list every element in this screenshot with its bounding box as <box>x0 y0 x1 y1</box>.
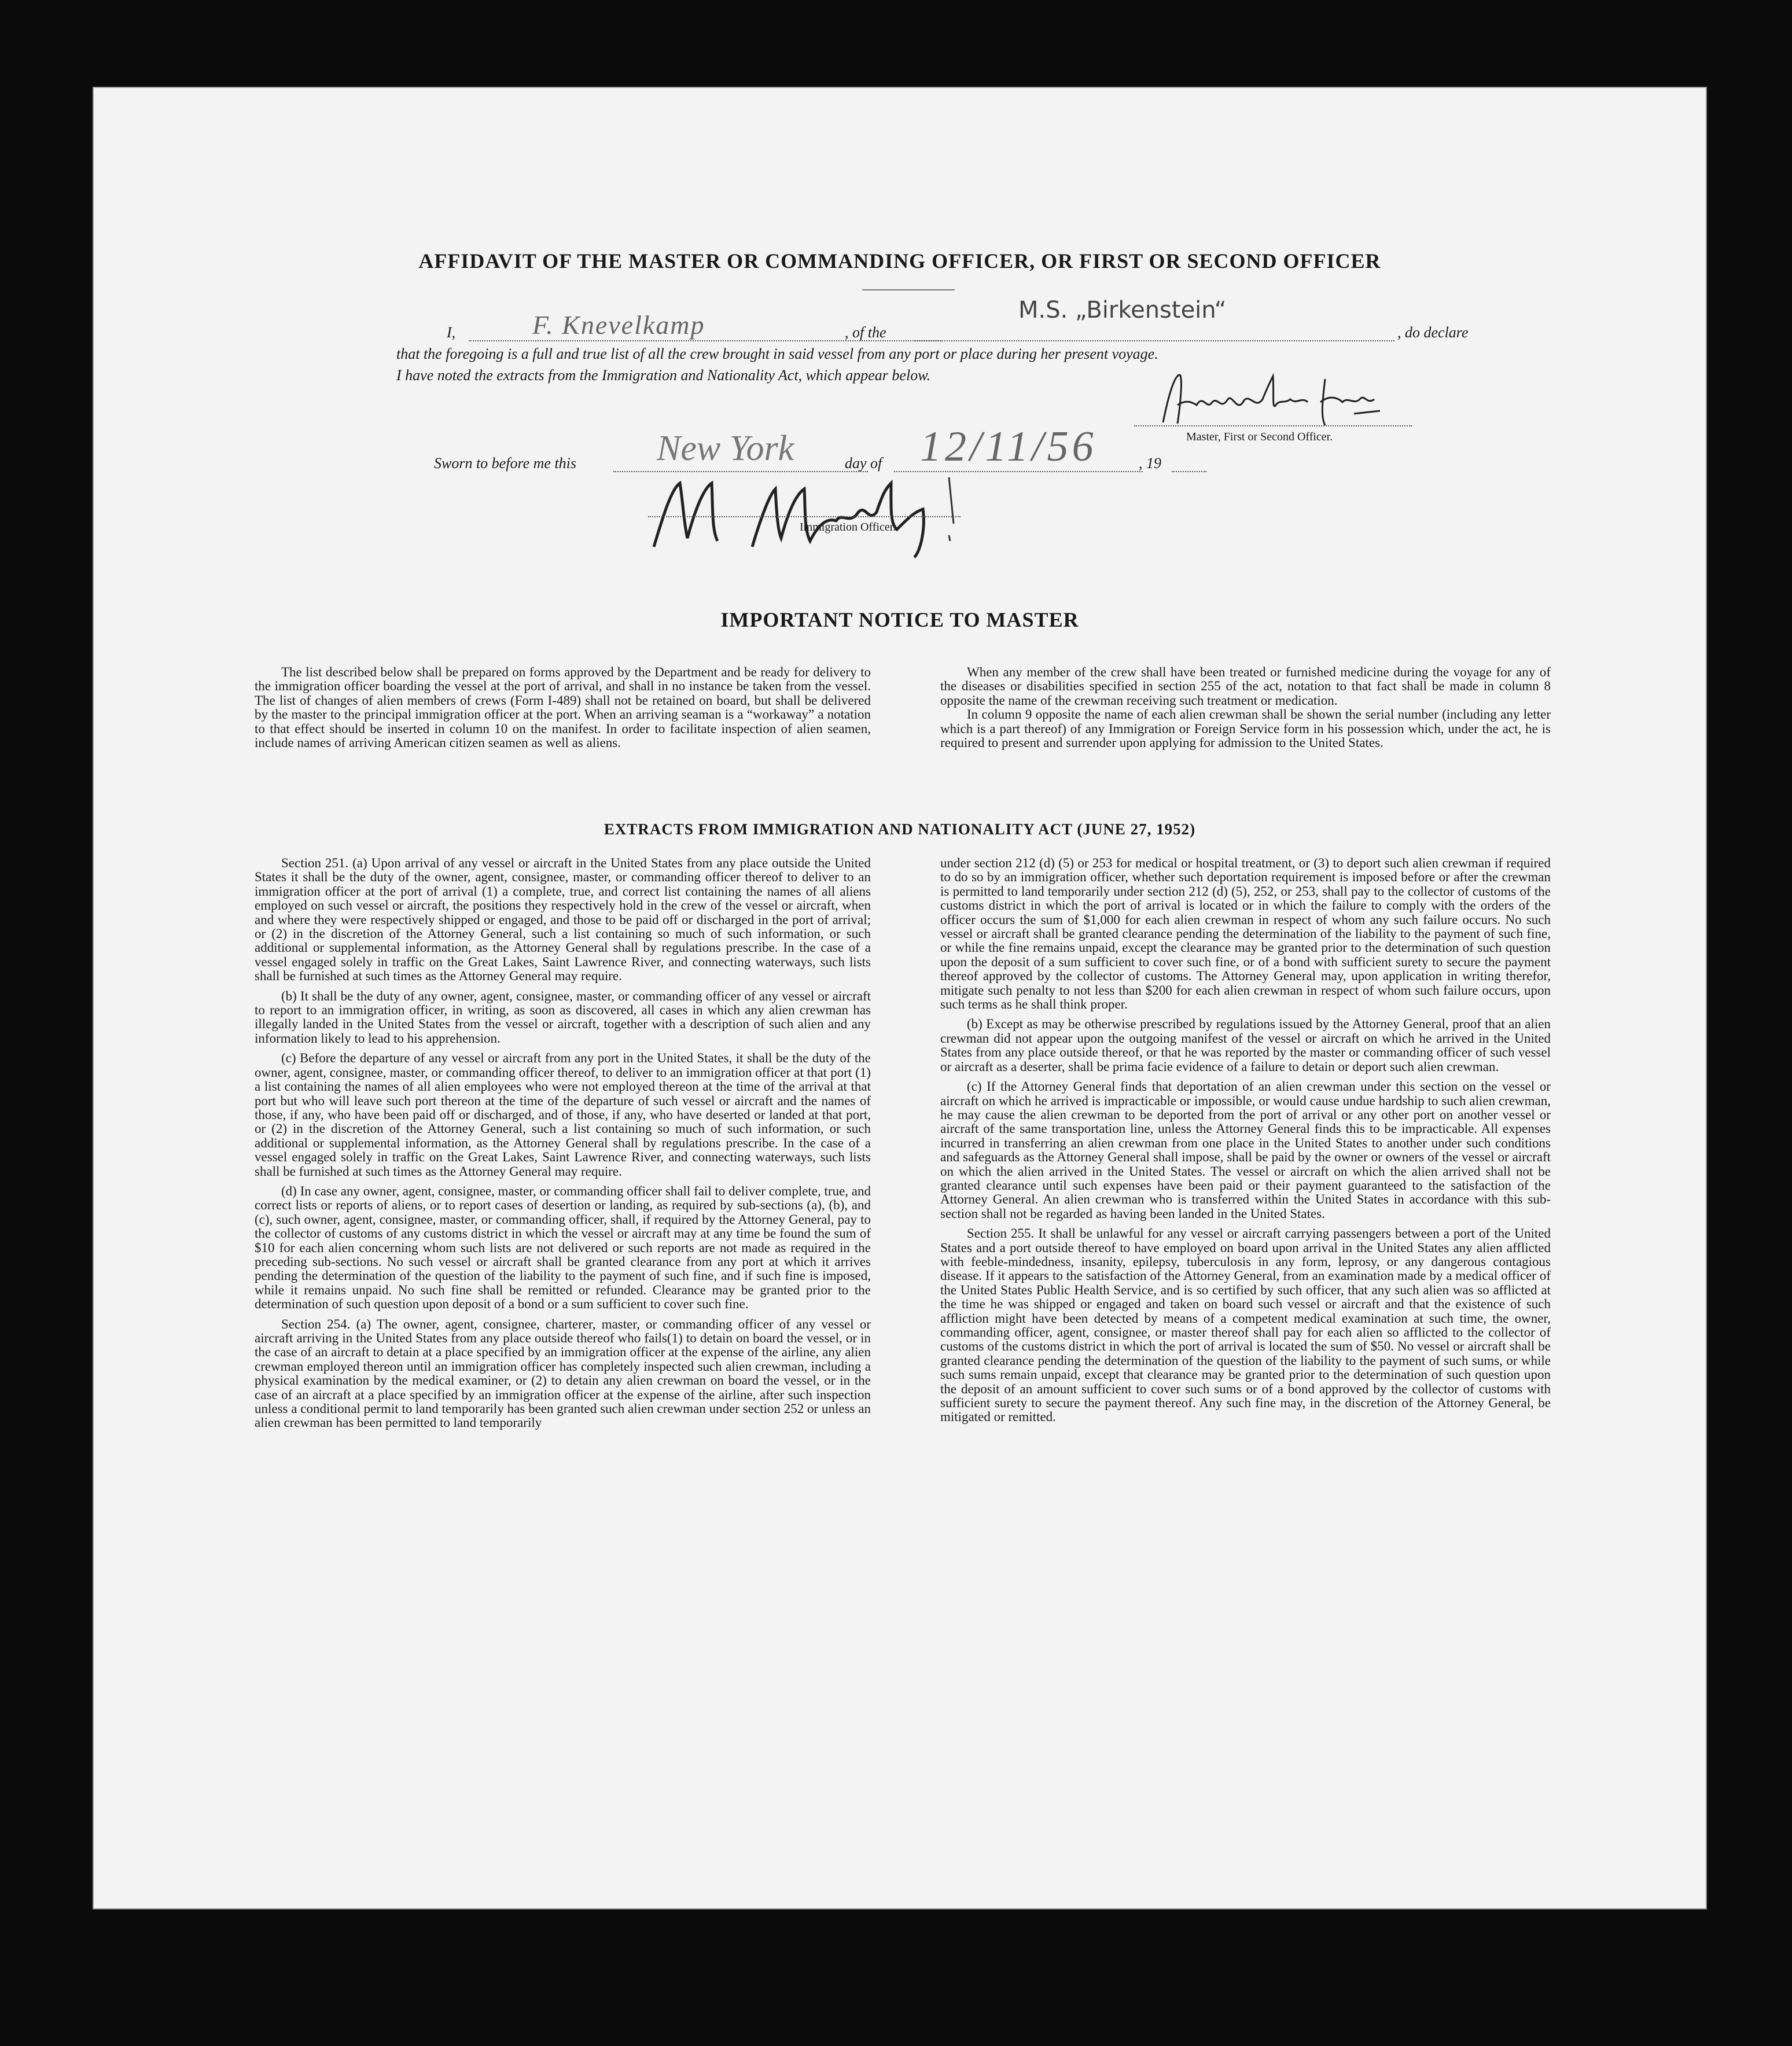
place-handwritten: New York <box>657 429 794 468</box>
section-251-c: (c) Before the departure of any vessel or aircraft from any port in the United States, it shall be the duty of the owner, agent, consignee, master, or commanding officer thereof, to deliver to an immigration officer at that port (1) a list containing the names of all alien employees who were not employed thereon at the time of the arrival at that port but who will leave such port thereon at the time of the departure of such vessel or aircraft and the names of those, if any, who have been paid off or discharged, and of those, if any, who have deserted or landed at that port, or (2) in the discretion of the Attorney General, such a list containing so much of such information, or such additional or supplemental information, as the Attorney General shall by regulations prescribe. In the case of a vessel engaged solely in traffic on the Great Lakes, Saint Lawrence River, and connecting waterways, such lists shall be furnished at such times as the Attorney General may require. <box>255 1051 871 1179</box>
master-name-handwritten: F. Knevelkamp <box>532 310 705 340</box>
master-signature-image <box>1151 370 1383 434</box>
declaration-line-3: I have noted the extracts from the Immigration and Nationality Act, which appear below. <box>396 367 931 384</box>
notice-right-column <box>940 665 1551 756</box>
extracts-right-column <box>940 856 1551 1430</box>
section-254-b: (b) Except as may be otherwise prescribed by regulations issued by the Attorney General, proof that an alien crewman did not appear upon the outgoing manifest of the vessel or aircraft on which he arrived in the United States from any place outside thereof, or that he was reported by the master or commanding officer of such vessel or aircraft as a deserter, shall be prima facie evidence of a failure to detain or deport such alien crewman. <box>940 1017 1551 1074</box>
declaration-line-2: that the foregoing is a full and true list of all the crew brought in said vessel from any port or place during her present voyage. <box>396 345 1158 362</box>
extracts-left-column <box>255 856 871 1436</box>
section-254-c: (c) If the Attorney General finds that deportation of an alien crewman under this section on the vessel or aircraft on which he arrived is impracticable or impossible, or would cause undue hardship to such alien crewman, he may cause the alien crewman to be deported from the port of arrival or any other port on another vessel or aircraft of the same transportation line, unless the Attorney General finds this to be impracticable. All expenses incurred in transferring an alien crewman from one place in the United States to another under such conditions and safeguards as the Attorney General shall impose, shall be paid by the owner or owners of the vessel or aircraft on which the alien arrived in the United States. The vessel or aircraft on which the alien arrived shall not be granted clearance until such expenses have been paid or their payment guaranteed to the satisfaction of the Attorney General. An alien crewman who is transferred within the United States in accordance with this sub-section shall not be regarded as having been landed in the United States. <box>940 1079 1551 1221</box>
notice-right-paragraph: When any member of the crew shall have been treated or furnished medicine during the voyage for any of the diseases or disabilities specified in section 255 of the act, notation to that fact shall be made in column 8 opposite the name of the crewman receiving such treatment or medication. <box>940 665 1551 708</box>
section-251-d: (d) In case any owner, agent, consignee, master, or commanding officer shall fail to deliver complete, true, and correct lists or reports of aliens, or to report cases of desertion or landing, as required by sub-sections (a), (b), and (c), such owner, agent, consignee, master, or commanding officer, shall, if required by the Attorney General, pay to the collector of customs of any customs district in which the vessel or aircraft may at any time be found the sum of $10 for each alien concerning whom such lists are not delivered or such reports are not made as required in the preceding sub-sections. No such vessel or aircraft shall be granted clearance from any port at which it arrives pending the determination of the question of the liability to the payment of such fine, and if such fine is imposed, while it remains unpaid. No such fine shall be remitted or refunded. Clearance may be granted prior to the determination of such question upon deposit of a bond or a sum sufficient to cover such fine. <box>255 1183 871 1312</box>
section-254-a-continued: under section 212 (d) (5) or 253 for medical or hospital treatment, or (3) to deport such alien crewman if required to do so by an immigration officer, whether such deportation requirement is imposed before or after the crewman is permitted to land temporarily under section 212 (d) (5), 252, or 253, shall pay to the collector of customs of the customs district in which the port of arrival is located or in which the failure to comply with the orders of the officer occurs the sum of $1,000 for each alien crewman in respect of whom any such failure occurs. No such vessel or aircraft shall be granted clearance pending the determination of the liability to the payment of such fine, or while the fine remains unpaid, except the clearance may be granted prior to the determination of such question upon the deposit of a sum sufficient to cover such fine, or of a bond with sufficient surety to secure the payment thereof approved by the collector of customs. The Attorney General may, upon application in writing therefor, mitigate such penalty to not less than $200 for each alien crewman in respect of whom such failure occurs, upon such terms as he shall think proper. <box>940 856 1551 1012</box>
section-254-a: Section 254. (a) The owner, agent, consignee, charterer, master, or commanding officer of any vessel or aircraft arriving in the United States from any place outside thereof who fails(1) to detain on board the vessel, or in the case of an aircraft to detain at a place specified by an immigration officer at the expense of the airline, any alien crewman employed thereon until an immigration officer has completely inspected such alien crewman, including a physical examination by the medical examiner, or (2) to detain any alien crewman on board the vessel, or in the case of an aircraft at a place specified by an immigration officer at the expense of the airline, after such inspection unless a conditional permit to land temporarily has been granted such alien crewman under section 252 or unless an alien crewman has been permitted to land temporarily <box>255 1316 871 1430</box>
section-255: Section 255. It shall be unlawful for any vessel or aircraft carrying passengers between a port of the United States and a port outside thereof to have employed on board upon arrival in the United States any alien afflicted with feeble-mindedness, insanity, epilepsy, tuberculosis in any form, leprosy, or any dangerous contagious disease. If it appears to the satisfaction of the Attorney General, from an examination made by a medical officer of the United States Public Health Service, and is so certified by such officer, that any such alien was so afflicted at the time he was shipped or engaged and taken on board such vessel or aircraft and that the existence of such affliction might have been detected by means of a competent medical examination at such time, the owner, commanding officer, agent, consignee, or master thereof shall pay for each alien so afflicted to the collector of customs of the customs district in which the port of arrival is located the sum of $50. No vessel or aircraft shall be granted clearance pending the determination of the question of the liability to the payment of such sums, or while such sums remain unpaid, except that clearance may be granted prior to the determination of such question upon the deposit of an amount sufficient to cover such sums or of a bond approved by the collector of customs with sufficient surety to secure the payment thereof. Any such fine may, in the discretion of the Attorney General, be mitigated or remitted. <box>940 1226 1551 1425</box>
section-251-b: (b) It shall be the duty of any owner, agent, consignee, master, or commanding officer of any vessel or aircraft to report to an immigration officer, in writing, as soon as discovered, all cases in which any alien crewman has illegally landed in the United States from the vessel or aircraft, together with a description of such alien and any information likely to lead to his apprehension. <box>255 988 871 1046</box>
officer-signature-line <box>648 516 961 517</box>
notice-right-paragraph: In column 9 opposite the name of each alien crewman shall be shown the serial number (including any letter which is a part thereof) of any Immigration or Foreign Service form in his possession which, under the act, he is required to present and surrender upon applying for admission to the United States. <box>940 707 1551 750</box>
master-signature <box>1151 370 1383 437</box>
year-prefix: , 19 <box>1139 455 1161 472</box>
of-the-text: , of the <box>845 324 886 341</box>
master-signature-line <box>1134 425 1412 426</box>
sworn-prefix: Sworn to before me this <box>434 455 577 472</box>
declaration-prefix: I, <box>447 324 456 341</box>
day-of-text: day of <box>845 455 882 472</box>
immigration-officer-signature-image <box>636 466 1007 558</box>
master-signature-caption: Master, First or Second Officer. <box>1186 430 1333 443</box>
vessel-blank <box>914 340 1394 341</box>
vessel-name-stamp: M.S. „Birkenstein“ <box>1018 297 1227 323</box>
notice-left-paragraph: The list described below shall be prepared on forms approved by the Department and be ready for delivery to the immigration officer boarding the vessel at the port of arrival, and shall in no instance be taken from the vessel. The list of changes of alien members of crews (Form I-489) shall not be retained on board, but shall be delivered by the master to the principal immigration officer at the port. When an arriving seaman is a “workaway” a notation to that effect should be inserted in column 10 on the manifest. In order to facilitate inspection of alien seamen, include names of arriving American citizen seamen as well as aliens. <box>255 665 871 750</box>
officer-signature-caption: Immigration Officer. <box>800 521 896 533</box>
year-blank <box>1172 471 1206 472</box>
form-title: AFFIDAVIT OF THE MASTER OR COMMANDING OFFICER, OR FIRST OR SECOND OFFICER <box>418 249 1381 273</box>
title-divider <box>862 289 955 290</box>
affidavit-form-page <box>93 87 1707 1909</box>
do-declare-text: , do declare <box>1397 324 1469 341</box>
section-251-a: Section 251. (a) Upon arrival of any vessel or aircraft in the United States from any place outside the United States it shall be the duty of the owner, agent, consignee, master, or commanding officer thereof to deliver to an immigration officer at the port of arrival (1) a complete, true, and correct list containing the names of all aliens employed on such vessel or aircraft, the positions they respectively hold in the crew of the vessel or aircraft, when and where they were respectively shipped or engaged, and those to be paid off or discharged in the port of arrival; or (2) in the discretion of the Attorney General, such a list containing so much of such information, or such additional or supplemental information, as the Attorney General shall by regulations prescribe. In the case of a vessel engaged solely in traffic on the Great Lakes, Saint Lawrence River, and connecting waterways, such lists shall be furnished at such times as the Attorney General may require. <box>255 856 871 984</box>
extracts-heading: EXTRACTS FROM IMMIGRATION AND NATIONALITY ACT (JUNE 27, 1952) <box>604 820 1196 838</box>
date-handwritten: 12/11/56 <box>920 423 1097 470</box>
immigration-officer-signature <box>636 466 1007 561</box>
notice-heading: IMPORTANT NOTICE TO MASTER <box>720 608 1079 631</box>
notice-left-column <box>255 665 871 756</box>
